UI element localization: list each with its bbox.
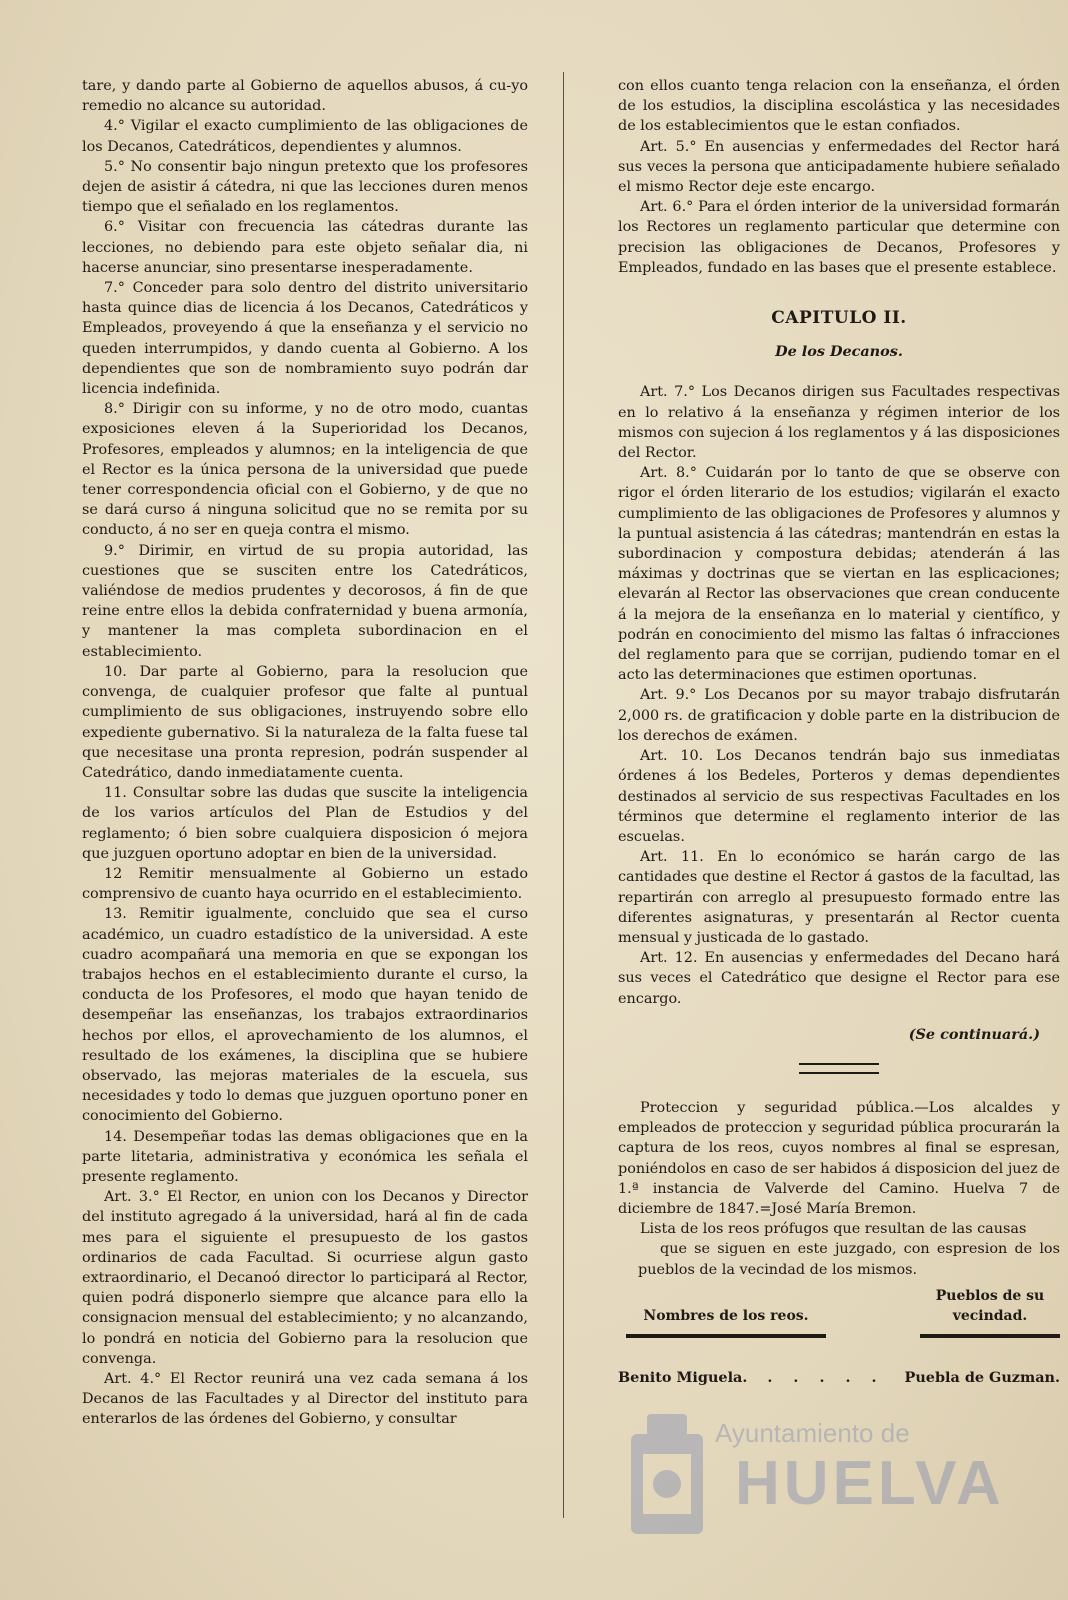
paragraph: Art. 7.° Los Decanos dirigen sus Facultades respectivas en lo relativo á la enseñanza y régimen interior de los mismos con sujecion á los reglamentos y á las disposiciones del Rector. bbox=[618, 384, 1060, 462]
table-header bbox=[618, 1286, 1060, 1338]
paragraph: 12 Remitir mensualmente al Gobierno un estado comprensivo de cuanto haya ocurrido en el establecimiento. bbox=[82, 865, 528, 903]
table-header-towns-rule bbox=[920, 1334, 1060, 1338]
watermark-line2: HUELVA bbox=[735, 1449, 1005, 1518]
paragraph: Art. 10. Los Decanos tendrán bajo sus inmediatas órdenes á los Bedeles, Porteros y demas dependientes destinados al servicio de sus respectivas Facultades en los términos que determine el reglamento interior de las escuelas. bbox=[618, 748, 1060, 845]
list-title-line1: Lista de los reos prófugos que resultan de las causas bbox=[640, 1221, 1027, 1238]
paragraph: 11. Consultar sobre las dudas que suscite la inteligencia de los varios artículos del Plan de Estudios y del reglamento; ó bien sobre cualquiera disposicion ó mejora que juzguen oportuno adoptar en bien de la universidad. bbox=[82, 785, 528, 862]
coat-of-arms-icon bbox=[625, 1410, 709, 1540]
paragraph: 14. Desempeñar todas las demas obligaciones que en la parte litetaria, administrativa y económica les señala el presente reglamento. bbox=[82, 1128, 528, 1185]
chapter-title: CAPITULO II. bbox=[771, 308, 907, 329]
paragraph: Art. 4.° El Rector reunirá una vez cada semana á los Decanos de las Facultades y al Director del instituto para enterarlos de las órdenes del Gobierno, y consultar bbox=[82, 1371, 528, 1428]
table-row bbox=[618, 1368, 1060, 1388]
table-header-towns bbox=[920, 1286, 1060, 1338]
continuation-note: (Se continuará.) bbox=[908, 1025, 1040, 1043]
list-title-rest: que se siguen en este juzgado, con espresion de los pueblos de la vecindad de los mismos. bbox=[638, 1241, 1060, 1278]
paragraph: 6.° Visitar con frecuencia las cátedras durante las lecciones, no debiendo para este objeto señalar dia, ni hacerse anunciar, sino presentarse inesperadamente. bbox=[82, 219, 528, 276]
paragraph: Art. 12. En ausencias y enfermedades del Decano hará sus veces el Catedrático que designe el Rector para ese encargo. bbox=[618, 950, 1060, 1007]
table-body bbox=[618, 1368, 1060, 1388]
table-header-names-rule bbox=[626, 1334, 826, 1338]
paragraph: Art. 11. En lo económico se harán cargo de las cantidades que destine el Rector á gastos de la facultad, las repartirán con arreglo al presupuesto formado entre las diferentes asignaturas, y presentarán al Rector cuenta mensual y justicada de lo gastado. bbox=[618, 849, 1060, 946]
paragraph: 9.° Dirimir, en virtud de su propia autoridad, las cuestiones que se susciten entre los Catedráticos, valiéndose de medios prudentes y decorosos, á fin de que reine entre ellos la debida confraternidad y buena armonía, y mantener la mas completa subordinacion en el establecimiento. bbox=[82, 542, 528, 660]
notice-paragraph: Proteccion y seguridad pública.—Los alcaldes y empleados de proteccion y seguridad pública procurarán la captura de los reos, cuyos nombres al final se espresan, poniéndolos en caso de ser habidos á disposicion del juez de 1.ª instancia de Valverde del Camino. Huelva 7 de diciembre de 1847.=José María Bremon. bbox=[618, 1099, 1060, 1217]
section-title: De los Decanos. bbox=[775, 343, 903, 361]
row-name: Benito Miguela. bbox=[618, 1369, 748, 1387]
watermark bbox=[625, 1400, 1045, 1570]
table-header-names-label: Nombres de los reos. bbox=[643, 1307, 809, 1324]
section-divider bbox=[799, 1063, 879, 1074]
left-column bbox=[82, 76, 528, 1430]
paragraph: 8.° Dirigir con su informe, y no de otro modo, cuantas exposiciones eleven á la Superioridad los Decanos, Profesores, empleados y alumnos; en la inteligencia de que el Rector es la única persona de la universidad que puede tener correspondencia oficial con el Gobierno, y de que no se dará curso á ninguna solicitud que no se remita por su conducto, á no ser en queja contra el mismo. bbox=[82, 401, 528, 539]
paragraph: 7.° Conceder para solo dentro del distrito universitario hasta quince dias de licencia á los Decanos, Catedráticos y Empleados, proveyendo á que la enseñanza y el servicio no queden interrumpidos, y dando cuenta al Gobierno. A los dependientes que son de nombramiento suyo podrán dar licencia indefinida. bbox=[82, 280, 528, 398]
paragraph: 4.° Vigilar el exacto cumplimiento de las obligaciones de los Decanos, Catedráticos, dependientes y alumnos. bbox=[82, 118, 528, 155]
paragraph: con ellos cuanto tenga relacion con la enseñanza, el órden de los estudios, la disciplina escolástica y las necesidades de los establecimientos que le estan confiados. bbox=[618, 78, 1060, 135]
right-column bbox=[618, 76, 1060, 1388]
table-header-towns-label: Pueblos de su vecindad. bbox=[935, 1287, 1045, 1324]
row-dots: . . . . . bbox=[767, 1369, 885, 1387]
right-column-top bbox=[618, 76, 1060, 278]
paragraph: 10. Dar parte al Gobierno, para la resolucion que convenga, de cualquier profesor que falte al puntual cumplimiento de sus obligaciones, instruyendo sobre ello expediente gubernativo. Si la naturaleza de la falta fuese tal que necesitase una pronta represion, podrán suspender al Catedrático, dando inmediatamente cuenta. bbox=[82, 663, 528, 781]
row-town: Puebla de Guzman. bbox=[904, 1369, 1060, 1387]
paragraph: Art. 3.° El Rector, en union con los Decanos y Director del instituto agregado á la universidad, hará al fin de cada mes para el siguiente el presupuesto de los gastos ordinarios de cada Facultad. Si ocurriese algun gasto extraordinario, el Decanoó director lo participará al Rector, quien podrá disponerlo siempre que alcance para ello la consignacion mensual del establecimiento; y no alcanzando, lo pondrá en noticia del Gobierno para la resolucion que convenga. bbox=[82, 1189, 528, 1367]
paragraph: Art. 6.° Para el órden interior de la universidad formarán los Rectores un reglamento particular que determine con precision las obligaciones de Decanos, Profesores y Empleados, fundado en las bases que el presente establece. bbox=[618, 199, 1060, 276]
paragraph: 5.° No consentir bajo ningun pretexto que los profesores dejen de asistir á cátedra, ni que las lecciones duren menos tiempo que el señalado en los reglamentos. bbox=[82, 158, 528, 216]
paragraph: Art. 8.° Cuidarán por lo tanto de que se observe con rigor el órden literario de los estudios; vigilarán el exacto cumplimiento de las obligaciones de Profesores y alumnos y la puntual asistencia á las cátedras; mantendrán en estas la subordinacion y compostura debidas; atenderán á las máximas y doctrinas que se viertan en las esplicaciones; elevarán al Rector las observaciones que crean conducente á la mejora de la enseñanza en lo material y científico, y podrán en conocimiento del mismo las faltas ó infracciones del reglamento para que se corrijan, pudiendo tomar en el acto las determinaciones que estimen oportunas. bbox=[618, 465, 1060, 684]
watermark-line1: Ayuntamiento de bbox=[715, 1418, 910, 1448]
list-title bbox=[618, 1219, 1060, 1280]
paragraph: tare, y dando parte al Gobierno de aquellos abusos, á cu-yo remedio no alcance su autoridad. bbox=[82, 78, 528, 115]
paragraph: Art. 5.° En ausencias y enfermedades del Rector hará sus veces la persona que anticipadamente hubiere señalado el mismo Rector deje este encargo. bbox=[618, 138, 1060, 196]
paragraph: Art. 9.° Los Decanos por su mayor trabajo disfrutarán 2,000 rs. de gratificacion y doble parte en la distribucion de los derechos de exámen. bbox=[618, 687, 1060, 744]
table-header-names bbox=[626, 1306, 826, 1338]
paragraph: 13. Remitir igualmente, concluido que sea el curso académico, un cuadro estadístico de la universidad. A este cuadro acompañará una memoria en que se expongan los trabajos hechos en el establecimiento durante el curso, la conducta de los Profesores, el modo que hayan tenido de desempeñar las enseñanzas, los trabajos extraordinarios hechos por ellos, el aprovechamiento de los alumnos, el resultado de los exámenes, la disciplina que se hubiere observado, las mejoras materiales de la escuela, sus necesidades y todo lo demas que juzguen oportuno poner en conocimiento del Gobierno. bbox=[82, 906, 528, 1125]
right-column-articles bbox=[618, 382, 1060, 1008]
column-divider bbox=[563, 72, 564, 1518]
